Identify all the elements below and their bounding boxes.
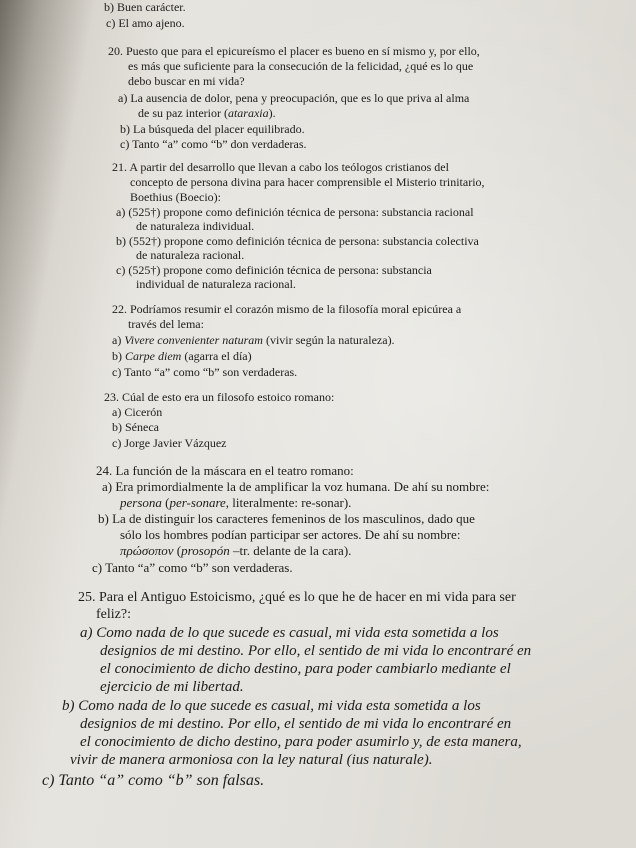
q23-option-c: c) Jorge Javier Vázquez [112, 436, 227, 450]
q20-option-c: c) Tanto “a” como “b” don verdaderas. [120, 137, 307, 151]
q21-option-c-line-2: individual de naturaleza racional. [136, 277, 296, 291]
q25-option-a-line-2: designios de mi destino. Por ello, el sentido de mi vida lo encontraré en [100, 643, 532, 659]
q24-option-b-line-1: b) La de distinguir los caracteres femeninos de los masculinos, dado que [98, 511, 475, 526]
q21-stem-line-2: concepto de persona divina para hacer comprensible el Misterio trinitario, [130, 175, 485, 189]
q23-option-b: b) Séneca [112, 420, 159, 434]
q24-option-a-line-2: persona (per-sonare, literalmente: re-sonar). [120, 495, 352, 510]
q22-option-c: c) Tanto “a” como “b” son verdaderas. [112, 365, 298, 379]
q21-stem-line-3: Boethius (Boecio): [130, 190, 221, 204]
q20-option-b: b) La búsqueda del placer equilibrado. [120, 122, 305, 136]
q25-option-b-line-3: el conocimiento de dicho destino, para poder asumirlo y, de esta manera, [80, 734, 522, 750]
q20-stem-line-3: debo buscar en mi vida? [128, 74, 245, 88]
q21-option-b-line-2: de naturaleza racional. [136, 248, 245, 262]
q25-option-b-line-4: vivir de manera armoniosa con la ley natural (ius naturale). [70, 752, 433, 768]
q25-option-c: c) Tanto “a” como “b” son falsas. [42, 772, 265, 789]
q25-option-b-line-1: b) Como nada de lo que sucede es casual, mi vida esta sometida a los [62, 698, 481, 714]
q22-stem-line-1: 22. Podríamos resumir el corazón mismo de la filosofía moral epicúrea a [112, 302, 462, 316]
q21-option-c-line-1: c) (525†) propone como definición técnica de persona: substancia [116, 263, 432, 277]
q23-option-a: a) Cicerón [112, 405, 163, 419]
q25-option-b-line-2: designios de mi destino. Por ello, el sentido de mi vida lo encontraré en [80, 716, 512, 732]
q21-option-a-line-2: de naturaleza individual. [136, 219, 255, 233]
q25-option-a-line-4: ejercicio de mi libertad. [100, 679, 244, 695]
q24-option-a-line-1: a) Era primordialmente la de amplificar la voz humana. De ahí su nombre: [102, 479, 490, 494]
q24-stem: 24. La función de la máscara en el teatro romano: [96, 463, 354, 478]
q24-option-b-line-2: sólo los hombres podían participar ser actores. De ahí su nombre: [120, 527, 461, 542]
q25-stem-line-2: feliz?: [96, 607, 131, 622]
q25-option-a-line-1: a) Como nada de lo que sucede es casual, mi vida esta sometida a los [80, 625, 499, 641]
q22-option-a: a) Vivere convenienter naturam (vivir según la naturaleza). [112, 333, 395, 347]
q24-option-c: c) Tanto “a” como “b” son verdaderas. [92, 560, 293, 575]
q20-stem-line-1: 20. Puesto que para el epicureísmo el placer es bueno en sí mismo y, por ello, [108, 44, 480, 58]
q21-option-b-line-1: b) (552†) propone como definición técnica de persona: substancia colectiva [116, 234, 479, 248]
q20-option-a-line-1: a) La ausencia de dolor, pena y preocupación, que es lo que priva al alma [118, 91, 470, 105]
q25-option-a-line-3: el conocimiento de dicho destino, para poder cambiarlo mediante el [100, 661, 511, 677]
q22-stem-line-2: través del lema: [128, 317, 204, 331]
q25-stem-line-1: 25. Para el Antiguo Estoicismo, ¿qué es lo que he de hacer en mi vida para ser [78, 590, 516, 605]
q24-option-b-line-3: πρώσοπον (prosopón –tr. delante de la cara). [120, 543, 352, 558]
q20-option-a-line-2: de su paz interior (ataraxia). [138, 106, 276, 120]
q21-stem-line-1: 21. A partir del desarrollo que llevan a cabo los teólogos cristianos del [112, 160, 449, 174]
q21-option-a-line-1: a) (525†) propone como definición técnica de persona: substancia racional [116, 205, 474, 219]
q22-option-b: b) Carpe diem (agarra el día) [112, 349, 252, 363]
q20-stem-line-2: es más que suficiente para la consecución de la felicidad, ¿qué es lo que [128, 59, 474, 73]
q23-stem: 23. Cúal de esto era un filosofo estoico romano: [104, 390, 335, 404]
q19-option-b: b) Buen carácter. [104, 0, 186, 14]
q19-option-c: c) El amo ajeno. [106, 16, 185, 30]
